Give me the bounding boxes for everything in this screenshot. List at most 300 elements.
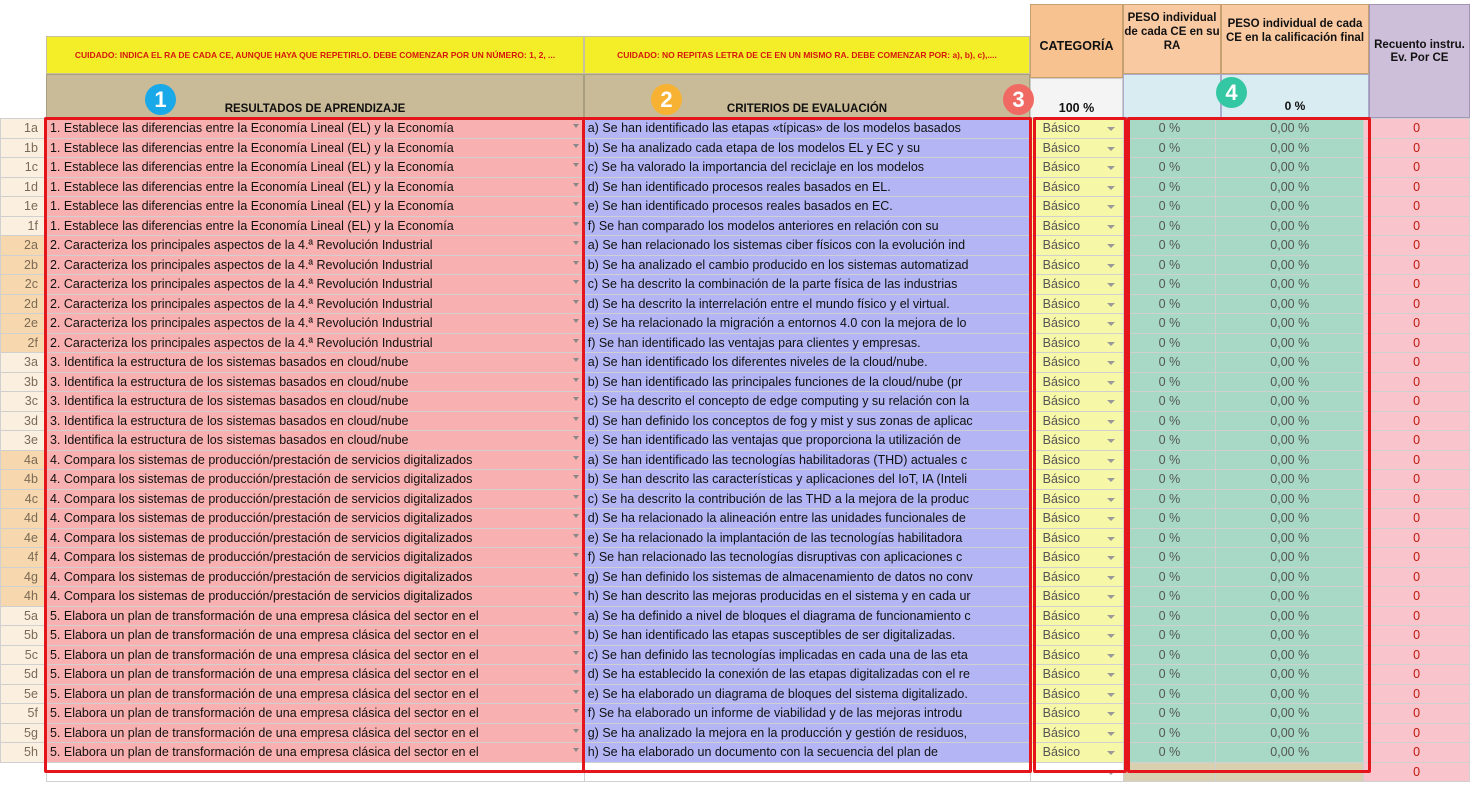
ce-cell[interactable]: d) Se ha establecido la conexión de las etapas digitalizadas con el re (584, 665, 1030, 685)
ce-cell[interactable]: e) Se ha relacionado la migración a entornos 4.0 con la mejora de lo (584, 314, 1030, 334)
ra-cell[interactable] (46, 236, 584, 256)
categoria-select[interactable] (1030, 470, 1123, 490)
ra-cell[interactable] (46, 470, 584, 490)
ra-cell[interactable] (46, 450, 584, 470)
chevron-down-icon[interactable] (573, 261, 579, 265)
chevron-down-icon[interactable] (573, 397, 579, 401)
chevron-down-icon[interactable] (573, 709, 579, 713)
ce-cell[interactable]: h) Se ha elaborado un documento con la secuencia del plan de (584, 743, 1030, 763)
row-number (1, 762, 47, 782)
recuento-cell: 0 (1364, 645, 1470, 665)
table-row (1, 509, 1470, 529)
chevron-down-icon[interactable] (1107, 712, 1115, 716)
chevron-down-icon[interactable] (573, 690, 579, 694)
ra-cell-text: 5. Elabora un plan de transformación de una empresa clásica del sector en el (49, 686, 479, 701)
row-number: 4h (1, 587, 47, 607)
table-row (1, 411, 1470, 431)
ce-cell[interactable]: f) Se han relacionado las tecnologías disruptivas con aplicaciones c (584, 548, 1030, 568)
table-row (1, 626, 1470, 646)
ra-cell-text: 5. Elabora un plan de transformación de una empresa clásica del sector en el (49, 628, 479, 643)
categoria-value: Básico (1042, 686, 1081, 701)
recuento-cell: 0 (1364, 470, 1470, 490)
categoria-select[interactable] (1030, 450, 1123, 470)
ra-cell[interactable] (46, 665, 584, 685)
categoria-select[interactable] (1030, 411, 1123, 431)
chevron-down-icon[interactable] (573, 144, 579, 148)
peso-final-cell: 0,00 % (1216, 665, 1364, 685)
ra-cell[interactable] (46, 606, 584, 626)
ra-empty-cell[interactable] (46, 762, 584, 782)
ra-cell[interactable] (46, 294, 584, 314)
table-row (1, 489, 1470, 509)
peso-final-cell: 0,00 % (1216, 626, 1364, 646)
ra-cell[interactable] (46, 567, 584, 587)
column-header-categoria[interactable]: CATEGORÍA (1030, 4, 1123, 78)
ra-cell[interactable] (46, 177, 584, 197)
peso-ra-cell: 0 % (1123, 255, 1216, 275)
peso-ra-cell: 0 % (1123, 645, 1216, 665)
categoria-value: Básico (1042, 589, 1081, 604)
peso-ra-cell: 0 % (1123, 743, 1216, 763)
table-row (1, 138, 1470, 158)
ce-cell[interactable]: c) Se ha descrito la combinación de la parte física de las industrias (584, 275, 1030, 295)
chevron-down-icon[interactable] (1107, 576, 1115, 580)
ra-cell[interactable] (46, 723, 584, 743)
ra-cell[interactable] (46, 684, 584, 704)
ce-cell[interactable]: c) Se han definido las tecnologías implicadas en cada una de las eta (584, 645, 1030, 665)
ce-cell[interactable]: b) Se han identificado las principales funciones de la cloud/nube (pr (584, 372, 1030, 392)
chevron-down-icon[interactable] (1107, 634, 1115, 638)
chevron-down-icon[interactable] (573, 202, 579, 206)
categoria-select[interactable] (1030, 567, 1123, 587)
ce-cell[interactable]: e) Se ha relacionado la implantación de las tecnologías habilitadora (584, 528, 1030, 548)
categoria-select[interactable] (1030, 236, 1123, 256)
peso-final-cell: 0,00 % (1216, 684, 1364, 704)
chevron-down-icon[interactable] (1107, 537, 1115, 541)
chevron-down-icon[interactable] (573, 163, 579, 167)
chevron-down-icon[interactable] (1107, 400, 1115, 404)
chevron-down-icon[interactable] (1107, 342, 1115, 346)
peso-final-cell: 0,00 % (1216, 587, 1364, 607)
chevron-down-icon[interactable] (1107, 615, 1115, 619)
row-number: 3e (1, 431, 47, 451)
chevron-down-icon[interactable] (1107, 361, 1115, 365)
recuento-cell: 0 (1364, 567, 1470, 587)
chevron-down-icon[interactable] (1107, 225, 1115, 229)
row-number: 5e (1, 684, 47, 704)
categoria-value: Básico (1042, 667, 1081, 682)
ra-cell[interactable] (46, 528, 584, 548)
ce-cell[interactable]: e) Se han identificado procesos reales basados en EC. (584, 197, 1030, 217)
categoria-select[interactable] (1030, 665, 1123, 685)
ce-cell[interactable]: f) Se ha elaborado un informe de viabilidad y de las mejoras introdu (584, 704, 1030, 724)
ce-cell[interactable]: a) Se han relacionado los sistemas ciber físicos con la evolución ind (584, 236, 1030, 256)
row-number: 2f (1, 333, 47, 353)
categoria-value: Básico (1042, 452, 1081, 467)
table-row (1, 470, 1470, 490)
peso-ra-cell: 0 % (1123, 216, 1216, 236)
ra-cell[interactable] (46, 704, 584, 724)
footer-row (1, 762, 1470, 782)
row-number: 5b (1, 626, 47, 646)
categoria-select[interactable] (1030, 489, 1123, 509)
ce-cell[interactable]: e) Se han identificado las ventajas que proporciona la utilización de (584, 431, 1030, 451)
ra-cell[interactable] (46, 255, 584, 275)
categoria-select[interactable] (1030, 606, 1123, 626)
row-number: 4f (1, 548, 47, 568)
badge-three: 3 (1003, 84, 1034, 115)
peso-ra-cell: 0 % (1123, 587, 1216, 607)
recuento-cell: 0 (1364, 665, 1470, 685)
peso-final-cell: 0,00 % (1216, 255, 1364, 275)
categoria-value: Básico (1042, 472, 1081, 487)
categoria-select[interactable] (1030, 119, 1123, 139)
categoria-select[interactable] (1030, 333, 1123, 353)
ra-cell-text: 1. Establece las diferencias entre la Economía Lineal (EL) y la Economía (49, 179, 454, 194)
chevron-down-icon[interactable] (573, 592, 579, 596)
chevron-down-icon[interactable] (573, 319, 579, 323)
ra-cell[interactable] (46, 392, 584, 412)
chevron-down-icon[interactable] (573, 358, 579, 362)
chevron-down-icon[interactable] (1107, 244, 1115, 248)
chevron-down-icon[interactable] (1107, 654, 1115, 658)
chevron-down-icon[interactable] (573, 241, 579, 245)
categoria-value: Básico (1042, 121, 1081, 136)
chevron-down-icon[interactable] (1107, 732, 1115, 736)
recuento-total: 0 (1364, 762, 1470, 782)
chevron-down-icon[interactable] (1107, 673, 1115, 677)
ce-cell[interactable]: f) Se han identificado las ventajas para clientes y empresas. (584, 333, 1030, 353)
chevron-down-icon[interactable] (1107, 771, 1115, 775)
row-number: 5g (1, 723, 47, 743)
recuento-cell: 0 (1364, 587, 1470, 607)
ce-cell[interactable]: a) Se han identificado los diferentes niveles de la cloud/nube. (584, 353, 1030, 373)
peso-final-cell: 0,00 % (1216, 333, 1364, 353)
categoria-select[interactable] (1030, 587, 1123, 607)
recuento-cell: 0 (1364, 294, 1470, 314)
peso-ra-cell: 0 % (1123, 158, 1216, 178)
chevron-down-icon[interactable] (1107, 595, 1115, 599)
ra-cell-text: 2. Caracteriza los principales aspectos de la 4.ª Revolución Industrial (49, 277, 433, 292)
peso-ra-cell: 0 % (1123, 450, 1216, 470)
ra-cell-text: 5. Elabora un plan de transformación de una empresa clásica del sector en el (49, 706, 479, 721)
ce-cell[interactable]: d) Se han definido los conceptos de fog y mist y sus zonas de aplicac (584, 411, 1030, 431)
column-header-peso-final[interactable]: PESO individual de cada CE en la calificación final (1221, 4, 1369, 74)
recuento-cell: 0 (1364, 392, 1470, 412)
categoria-select[interactable] (1030, 353, 1123, 373)
peso-final-cell: 0,00 % (1216, 606, 1364, 626)
chevron-down-icon[interactable] (1107, 381, 1115, 385)
column-header-recuento[interactable]: Recuento instru. Ev. Por CE (1369, 4, 1470, 118)
table-row (1, 548, 1470, 568)
ce-cell[interactable]: b) Se han descrito las características y aplicaciones del IoT, IA (Inteli (584, 470, 1030, 490)
ra-cell-text: 3. Identifica la estructura de los sistemas basados en cloud/nube (49, 374, 409, 389)
ra-cell[interactable] (46, 197, 584, 217)
ra-cell-text: 5. Elabora un plan de transformación de una empresa clásica del sector en el (49, 667, 479, 682)
chevron-down-icon[interactable] (1107, 517, 1115, 521)
categoria-total: 100 % (1030, 78, 1123, 118)
peso-final-cell: 0,00 % (1216, 450, 1364, 470)
ra-cell[interactable] (46, 743, 584, 763)
ra-cell[interactable] (46, 333, 584, 353)
ra-cell[interactable] (46, 431, 584, 451)
chevron-down-icon[interactable] (573, 124, 579, 128)
chevron-down-icon[interactable] (573, 553, 579, 557)
table-row (1, 723, 1470, 743)
ce-cell[interactable]: b) Se han identificado las etapas susceptibles de ser digitalizadas. (584, 626, 1030, 646)
ra-cell[interactable] (46, 158, 584, 178)
row-number: 1e (1, 197, 47, 217)
ce-cell[interactable]: g) Se ha analizado la mejora en la producción y gestión de residuos, (584, 723, 1030, 743)
recuento-cell: 0 (1364, 743, 1470, 763)
table-row (1, 255, 1470, 275)
ce-cell[interactable]: f) Se han comparado los modelos anteriores en relación con su (584, 216, 1030, 236)
chevron-down-icon[interactable] (573, 651, 579, 655)
ra-cell-text: 2. Caracteriza los principales aspectos de la 4.ª Revolución Industrial (49, 316, 433, 331)
categoria-value: Básico (1042, 374, 1081, 389)
ce-cell[interactable]: c) Se ha descrito la contribución de las THD a la mejora de la produc (584, 489, 1030, 509)
categoria-value: Básico (1042, 647, 1081, 662)
categoria-select[interactable] (1030, 158, 1123, 178)
categoria-select[interactable] (1030, 197, 1123, 217)
ra-cell[interactable] (46, 626, 584, 646)
ce-cell[interactable]: g) Se han definido los sistemas de almacenamiento de datos no conv (584, 567, 1030, 587)
peso-final-cell: 0,00 % (1216, 177, 1364, 197)
ra-cell[interactable] (46, 138, 584, 158)
chevron-down-icon[interactable] (573, 514, 579, 518)
peso-final-cell: 0,00 % (1216, 431, 1364, 451)
chevron-down-icon[interactable] (573, 495, 579, 499)
ce-cell[interactable]: d) Se ha relacionado la alineación entre las unidades funcionales de (584, 509, 1030, 529)
categoria-select[interactable] (1030, 275, 1123, 295)
categoria-value: Básico (1042, 530, 1081, 545)
chevron-down-icon[interactable] (573, 417, 579, 421)
recuento-cell: 0 (1364, 704, 1470, 724)
ra-cell[interactable] (46, 119, 584, 139)
peso-ra-cell: 0 % (1123, 333, 1216, 353)
peso-final-cell: 0,00 % (1216, 645, 1364, 665)
column-header-ce-label: CRITERIOS DE EVALUACIÓN (726, 103, 888, 115)
row-number: 2b (1, 255, 47, 275)
ce-cell[interactable]: a) Se han identificado las tecnologías habilitadoras (THD) actuales c (584, 450, 1030, 470)
categoria-select[interactable] (1030, 743, 1123, 763)
categoria-value: Básico (1042, 706, 1081, 721)
table-row (1, 392, 1470, 412)
recuento-cell: 0 (1364, 236, 1470, 256)
ra-cell-text: 5. Elabora un plan de transformación de una empresa clásica del sector en el (49, 608, 479, 623)
recuento-cell: 0 (1364, 177, 1470, 197)
ra-cell-text: 4. Compara los sistemas de producción/prestación de servicios digitalizados (49, 511, 473, 526)
row-number: 1a (1, 119, 47, 139)
ra-cell[interactable] (46, 372, 584, 392)
peso-final-cell: 0,00 % (1216, 411, 1364, 431)
categoria-value: Básico (1042, 335, 1081, 350)
ra-cell[interactable] (46, 489, 584, 509)
categoria-select[interactable] (1030, 684, 1123, 704)
categoria-value: Básico (1042, 296, 1081, 311)
ra-cell-text: 2. Caracteriza los principales aspectos de la 4.ª Revolución Industrial (49, 257, 433, 272)
categoria-select[interactable] (1030, 723, 1123, 743)
ra-cell-text: 1. Establece las diferencias entre la Economía Lineal (EL) y la Economía (49, 121, 454, 136)
chevron-down-icon[interactable] (1107, 283, 1115, 287)
table-row (1, 216, 1470, 236)
chevron-down-icon[interactable] (1107, 693, 1115, 697)
chevron-down-icon[interactable] (1107, 166, 1115, 170)
ce-empty-cell[interactable] (584, 762, 1030, 782)
categoria-select[interactable] (1030, 392, 1123, 412)
ra-cell-text: 4. Compara los sistemas de producción/prestación de servicios digitalizados (49, 569, 473, 584)
peso-ra-cell: 0 % (1123, 470, 1216, 490)
table-row (1, 567, 1470, 587)
ce-cell[interactable]: b) Se ha analizado el cambio producido en los sistemas automatizad (584, 255, 1030, 275)
chevron-down-icon[interactable] (1107, 322, 1115, 326)
chevron-down-icon[interactable] (573, 339, 579, 343)
categoria-select[interactable] (1030, 704, 1123, 724)
peso-ra-cell: 0 % (1123, 197, 1216, 217)
categoria-select[interactable] (1030, 294, 1123, 314)
row-number: 4a (1, 450, 47, 470)
categoria-select[interactable] (1030, 431, 1123, 451)
peso-ra-cell: 0 % (1123, 119, 1216, 139)
chevron-down-icon[interactable] (1107, 478, 1115, 482)
row-number: 1b (1, 138, 47, 158)
chevron-down-icon[interactable] (573, 222, 579, 226)
categoria-value: Básico (1042, 511, 1081, 526)
ra-cell[interactable] (46, 275, 584, 295)
table-row (1, 275, 1470, 295)
categoria-select[interactable] (1030, 645, 1123, 665)
categoria-value: Básico (1042, 413, 1081, 428)
recuento-cell: 0 (1364, 158, 1470, 178)
chevron-down-icon[interactable] (573, 456, 579, 460)
categoria-value: Básico (1042, 569, 1081, 584)
chevron-down-icon[interactable] (1107, 439, 1115, 443)
column-header-ra-label: RESULTADOS DE APRENDIZAJE (224, 103, 406, 115)
categoria-select[interactable] (1030, 626, 1123, 646)
row-number: 1c (1, 158, 47, 178)
criteria-table (0, 118, 1470, 782)
ra-cell[interactable] (46, 548, 584, 568)
row-number: 4b (1, 470, 47, 490)
row-number: 3d (1, 411, 47, 431)
peso-final-cell: 0,00 % (1216, 119, 1364, 139)
categoria-value: Básico (1042, 277, 1081, 292)
chevron-down-icon[interactable] (1107, 420, 1115, 424)
ce-cell[interactable]: a) Se ha definido a nivel de bloques el diagrama de funcionamiento c (584, 606, 1030, 626)
peso-final-total: 0 % (1221, 74, 1369, 118)
categoria-select[interactable] (1030, 509, 1123, 529)
chevron-down-icon[interactable] (573, 436, 579, 440)
categoria-value: Básico (1042, 355, 1081, 370)
ra-cell[interactable] (46, 314, 584, 334)
ra-cell[interactable] (46, 411, 584, 431)
recuento-cell: 0 (1364, 275, 1470, 295)
ra-cell[interactable] (46, 645, 584, 665)
ra-cell[interactable] (46, 587, 584, 607)
ce-cell[interactable]: a) Se han identificado las etapas «típicas» de los modelos basados (584, 119, 1030, 139)
column-header-ra[interactable] (46, 74, 584, 118)
table-row (1, 119, 1470, 139)
column-header-peso-ra[interactable]: PESO individual de cada CE en su RA (1123, 4, 1221, 74)
ra-cell-text: 3. Identifica la estructura de los sistemas basados en cloud/nube (49, 413, 409, 428)
chevron-down-icon[interactable] (573, 748, 579, 752)
categoria-value: Básico (1042, 725, 1081, 740)
ra-cell[interactable] (46, 509, 584, 529)
chevron-down-icon[interactable] (573, 300, 579, 304)
chevron-down-icon[interactable] (1107, 751, 1115, 755)
row-number: 3b (1, 372, 47, 392)
chevron-down-icon[interactable] (573, 631, 579, 635)
chevron-down-icon[interactable] (1107, 205, 1115, 209)
ce-cell[interactable]: h) Se han descrito las mejoras producidas en el sistema y en cada ur (584, 587, 1030, 607)
categoria-select[interactable] (1030, 372, 1123, 392)
peso-ra-cell: 0 % (1123, 489, 1216, 509)
ra-cell[interactable] (46, 353, 584, 373)
row-number: 3c (1, 392, 47, 412)
ce-cell[interactable]: c) Se ha descrito el concepto de edge computing y su relación con la (584, 392, 1030, 412)
peso-ra-cell: 0 % (1123, 236, 1216, 256)
categoria-select[interactable] (1030, 528, 1123, 548)
categoria-select[interactable] (1030, 138, 1123, 158)
table-row (1, 704, 1470, 724)
row-number: 4c (1, 489, 47, 509)
chevron-down-icon[interactable] (573, 612, 579, 616)
chevron-down-icon[interactable] (1107, 186, 1115, 190)
row-number: 3a (1, 353, 47, 373)
table-row (1, 158, 1470, 178)
chevron-down-icon[interactable] (1107, 303, 1115, 307)
chevron-down-icon[interactable] (1107, 147, 1115, 151)
ra-cell[interactable] (46, 216, 584, 236)
chevron-down-icon[interactable] (1107, 556, 1115, 560)
peso-final-cell: 0,00 % (1216, 567, 1364, 587)
peso-final-cell: 0,00 % (1216, 138, 1364, 158)
recuento-cell: 0 (1364, 138, 1470, 158)
categoria-empty-cell[interactable] (1030, 762, 1123, 782)
categoria-select[interactable] (1030, 255, 1123, 275)
chevron-down-icon[interactable] (573, 280, 579, 284)
chevron-down-icon[interactable] (573, 670, 579, 674)
ce-cell[interactable]: d) Se han identificado procesos reales basados en EL. (584, 177, 1030, 197)
chevron-down-icon[interactable] (573, 573, 579, 577)
chevron-down-icon[interactable] (573, 475, 579, 479)
peso-final-cell: 0,00 % (1216, 392, 1364, 412)
chevron-down-icon[interactable] (573, 378, 579, 382)
peso-final-cell: 0,00 % (1216, 275, 1364, 295)
chevron-down-icon[interactable] (573, 183, 579, 187)
categoria-select[interactable] (1030, 216, 1123, 236)
table-row (1, 606, 1470, 626)
categoria-select[interactable] (1030, 314, 1123, 334)
chevron-down-icon[interactable] (1107, 127, 1115, 131)
ce-cell[interactable]: d) Se ha descrito la interrelación entre el mundo físico y el virtual. (584, 294, 1030, 314)
categoria-select[interactable] (1030, 548, 1123, 568)
chevron-down-icon[interactable] (573, 534, 579, 538)
ce-cell[interactable]: b) Se ha analizado cada etapa de los modelos EL y EC y su (584, 138, 1030, 158)
chevron-down-icon[interactable] (1107, 264, 1115, 268)
ce-cell[interactable]: c) Se ha valorado la importancia del reciclaje en los modelos (584, 158, 1030, 178)
peso-final-cell: 0,00 % (1216, 470, 1364, 490)
ce-cell[interactable]: e) Se ha elaborado un diagrama de bloques del sistema digitalizado. (584, 684, 1030, 704)
chevron-down-icon[interactable] (1107, 498, 1115, 502)
ra-cell-text: 3. Identifica la estructura de los sistemas basados en cloud/nube (49, 355, 409, 370)
peso-final-cell: 0,00 % (1216, 372, 1364, 392)
ra-cell-text: 1. Establece las diferencias entre la Economía Lineal (EL) y la Economía (49, 160, 454, 175)
categoria-value: Básico (1042, 140, 1081, 155)
categoria-select[interactable] (1030, 177, 1123, 197)
chevron-down-icon[interactable] (573, 729, 579, 733)
chevron-down-icon[interactable] (1107, 459, 1115, 463)
